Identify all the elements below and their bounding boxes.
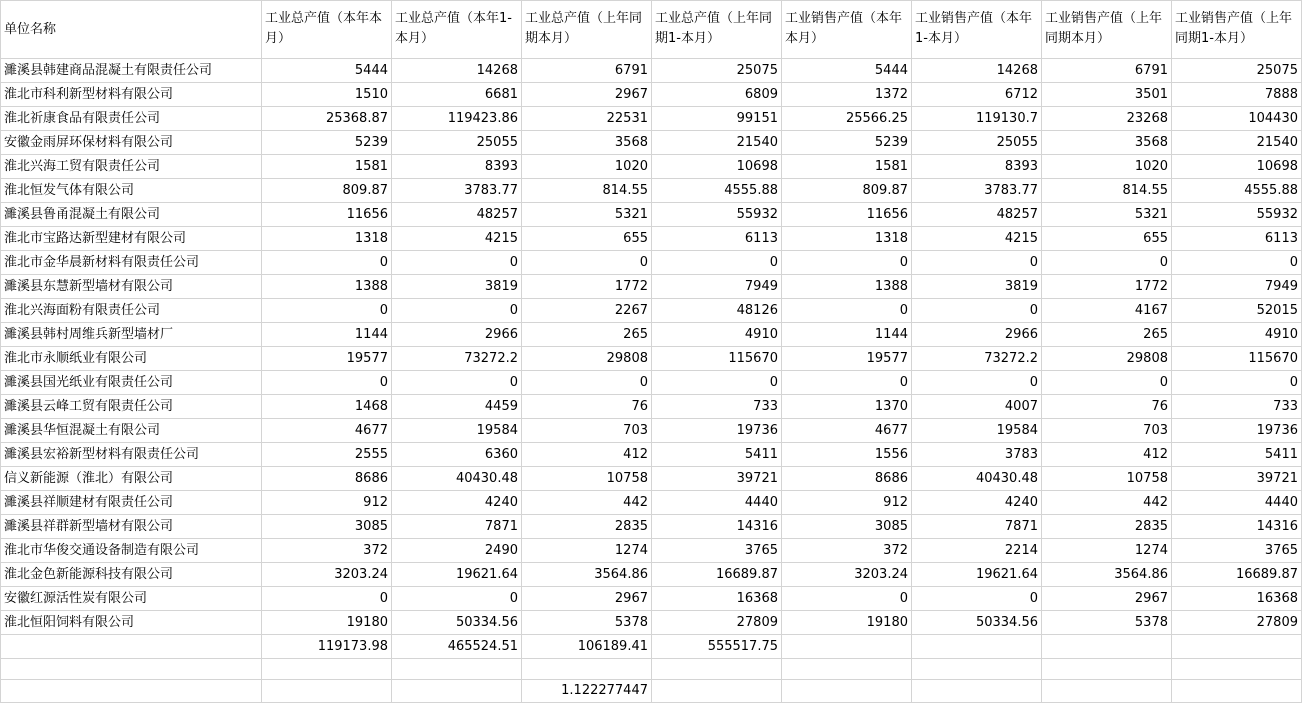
header-cell[interactable]: 单位名称 bbox=[1, 1, 262, 59]
value-cell[interactable]: 5444 bbox=[782, 59, 912, 83]
value-cell[interactable]: 2267 bbox=[522, 299, 652, 323]
table-row bbox=[1, 227, 1302, 251]
value-cell[interactable]: 809.87 bbox=[782, 179, 912, 203]
company-name-cell[interactable]: 淮北恒阳饲料有限公司 bbox=[1, 611, 262, 635]
table-row bbox=[1, 203, 1302, 227]
value-cell[interactable]: 19584 bbox=[392, 419, 522, 443]
header-cell[interactable]: 工业总产值（本年本月） bbox=[262, 1, 392, 59]
value-cell[interactable]: 4910 bbox=[652, 323, 782, 347]
value-cell[interactable]: 3765 bbox=[1172, 539, 1302, 563]
value-cell[interactable]: 5378 bbox=[522, 611, 652, 635]
value-cell[interactable]: 0 bbox=[262, 251, 392, 275]
value-cell[interactable]: 2967 bbox=[522, 587, 652, 611]
value-cell[interactable]: 733 bbox=[652, 395, 782, 419]
value-cell[interactable]: 25075 bbox=[1172, 59, 1302, 83]
value-cell[interactable]: 0 bbox=[1172, 371, 1302, 395]
value-cell[interactable]: 19584 bbox=[912, 419, 1042, 443]
table-row bbox=[1, 419, 1302, 443]
value-cell[interactable] bbox=[1042, 659, 1172, 680]
value-cell[interactable] bbox=[1172, 680, 1302, 703]
value-cell[interactable]: 1020 bbox=[1042, 155, 1172, 179]
value-cell[interactable]: 265 bbox=[522, 323, 652, 347]
value-cell[interactable]: 14268 bbox=[912, 59, 1042, 83]
value-cell[interactable]: 5444 bbox=[262, 59, 392, 83]
value-cell[interactable]: 4555.88 bbox=[1172, 179, 1302, 203]
value-cell[interactable] bbox=[1172, 659, 1302, 680]
value-cell[interactable]: 1468 bbox=[262, 395, 392, 419]
value-cell[interactable]: 19180 bbox=[782, 611, 912, 635]
value-cell[interactable]: 29808 bbox=[522, 347, 652, 371]
value-cell[interactable]: 3819 bbox=[392, 275, 522, 299]
value-cell[interactable]: 3568 bbox=[1042, 131, 1172, 155]
value-cell[interactable] bbox=[392, 659, 522, 680]
value-cell[interactable]: 1.122277447 bbox=[522, 680, 652, 703]
value-cell[interactable] bbox=[1042, 680, 1172, 703]
value-cell[interactable]: 10758 bbox=[522, 467, 652, 491]
value-cell[interactable]: 4240 bbox=[392, 491, 522, 515]
value-cell[interactable] bbox=[782, 659, 912, 680]
value-cell[interactable]: 14268 bbox=[392, 59, 522, 83]
table-row bbox=[1, 491, 1302, 515]
value-cell[interactable]: 7871 bbox=[912, 515, 1042, 539]
value-cell[interactable] bbox=[262, 659, 392, 680]
value-cell[interactable]: 16368 bbox=[652, 587, 782, 611]
value-cell[interactable] bbox=[522, 659, 652, 680]
value-cell[interactable]: 16689.87 bbox=[1172, 563, 1302, 587]
value-cell[interactable]: 5411 bbox=[1172, 443, 1302, 467]
value-cell[interactable]: 3765 bbox=[652, 539, 782, 563]
value-cell[interactable]: 0 bbox=[652, 251, 782, 275]
value-cell[interactable]: 6712 bbox=[912, 83, 1042, 107]
value-cell[interactable]: 2490 bbox=[392, 539, 522, 563]
value-cell[interactable]: 0 bbox=[262, 371, 392, 395]
value-cell[interactable]: 0 bbox=[392, 299, 522, 323]
value-cell[interactable]: 412 bbox=[522, 443, 652, 467]
value-cell[interactable]: 2835 bbox=[1042, 515, 1172, 539]
value-cell[interactable]: 27809 bbox=[652, 611, 782, 635]
value-cell[interactable]: 3085 bbox=[782, 515, 912, 539]
value-cell[interactable]: 7949 bbox=[1172, 275, 1302, 299]
value-cell[interactable]: 1772 bbox=[1042, 275, 1172, 299]
value-cell[interactable] bbox=[912, 635, 1042, 659]
company-name-cell[interactable]: 淮北市宝路达新型建材有限公司 bbox=[1, 227, 262, 251]
company-name-cell[interactable]: 濉溪县宏裕新型材料有限责任公司 bbox=[1, 443, 262, 467]
value-cell[interactable]: 39721 bbox=[652, 467, 782, 491]
company-name-cell[interactable]: 淮北祈康食品有限责任公司 bbox=[1, 107, 262, 131]
company-name-cell[interactable]: 濉溪县祥群新型墙材有限公司 bbox=[1, 515, 262, 539]
table-row bbox=[1, 371, 1302, 395]
value-cell[interactable]: 73272.2 bbox=[392, 347, 522, 371]
table-row bbox=[1, 395, 1302, 419]
value-cell[interactable]: 1370 bbox=[782, 395, 912, 419]
value-cell[interactable]: 2967 bbox=[522, 83, 652, 107]
value-cell[interactable]: 2214 bbox=[912, 539, 1042, 563]
value-cell[interactable]: 7871 bbox=[392, 515, 522, 539]
value-cell[interactable]: 115670 bbox=[652, 347, 782, 371]
company-name-cell[interactable] bbox=[1, 680, 262, 703]
value-cell[interactable]: 40430.48 bbox=[912, 467, 1042, 491]
value-cell[interactable]: 4677 bbox=[262, 419, 392, 443]
value-cell[interactable]: 0 bbox=[912, 587, 1042, 611]
value-cell[interactable]: 19621.64 bbox=[912, 563, 1042, 587]
company-name-cell[interactable]: 濉溪县韩建商品混凝土有限责任公司 bbox=[1, 59, 262, 83]
totals-row bbox=[1, 635, 1302, 659]
value-cell[interactable]: 4215 bbox=[392, 227, 522, 251]
value-cell[interactable]: 555517.75 bbox=[652, 635, 782, 659]
value-cell[interactable]: 1144 bbox=[782, 323, 912, 347]
value-cell[interactable]: 0 bbox=[522, 251, 652, 275]
value-cell[interactable]: 52015 bbox=[1172, 299, 1302, 323]
value-cell[interactable]: 10698 bbox=[652, 155, 782, 179]
header-row bbox=[1, 1, 1302, 59]
company-name-cell[interactable]: 淮北市金华晨新材料有限责任公司 bbox=[1, 251, 262, 275]
value-cell[interactable]: 2967 bbox=[1042, 587, 1172, 611]
ratio-row bbox=[1, 680, 1302, 703]
value-cell[interactable]: 1274 bbox=[522, 539, 652, 563]
value-cell[interactable]: 1388 bbox=[262, 275, 392, 299]
value-cell[interactable]: 5411 bbox=[652, 443, 782, 467]
value-cell[interactable]: 4440 bbox=[652, 491, 782, 515]
company-name-cell[interactable]: 安徽红源活性炭有限公司 bbox=[1, 587, 262, 611]
table-row bbox=[1, 299, 1302, 323]
table-row bbox=[1, 347, 1302, 371]
value-cell[interactable]: 4215 bbox=[912, 227, 1042, 251]
table-row bbox=[1, 563, 1302, 587]
company-name-cell[interactable] bbox=[1, 659, 262, 680]
value-cell[interactable]: 0 bbox=[392, 251, 522, 275]
value-cell[interactable]: 1144 bbox=[262, 323, 392, 347]
value-cell[interactable]: 14316 bbox=[1172, 515, 1302, 539]
value-cell[interactable]: 3819 bbox=[912, 275, 1042, 299]
value-cell[interactable]: 55932 bbox=[1172, 203, 1302, 227]
company-name-cell[interactable]: 濉溪县华恒混凝土有限公司 bbox=[1, 419, 262, 443]
value-cell[interactable]: 3203.24 bbox=[262, 563, 392, 587]
value-cell[interactable]: 8393 bbox=[912, 155, 1042, 179]
value-cell[interactable]: 912 bbox=[782, 491, 912, 515]
value-cell[interactable]: 4240 bbox=[912, 491, 1042, 515]
value-cell[interactable]: 372 bbox=[782, 539, 912, 563]
value-cell[interactable]: 106189.41 bbox=[522, 635, 652, 659]
value-cell[interactable]: 2966 bbox=[912, 323, 1042, 347]
company-name-cell[interactable]: 濉溪县国光纸业有限责任公司 bbox=[1, 371, 262, 395]
company-name-cell[interactable] bbox=[1, 635, 262, 659]
value-cell[interactable]: 11656 bbox=[262, 203, 392, 227]
table-row bbox=[1, 467, 1302, 491]
value-cell[interactable]: 6113 bbox=[652, 227, 782, 251]
value-cell[interactable]: 119173.98 bbox=[262, 635, 392, 659]
value-cell[interactable]: 21540 bbox=[652, 131, 782, 155]
value-cell[interactable]: 3783.77 bbox=[912, 179, 1042, 203]
value-cell[interactable]: 40430.48 bbox=[392, 467, 522, 491]
company-name-cell[interactable]: 濉溪县韩村周维兵新型墙材厂 bbox=[1, 323, 262, 347]
value-cell[interactable]: 5321 bbox=[522, 203, 652, 227]
value-cell[interactable]: 0 bbox=[912, 251, 1042, 275]
value-cell[interactable]: 50334.56 bbox=[912, 611, 1042, 635]
value-cell[interactable]: 3085 bbox=[262, 515, 392, 539]
value-cell[interactable]: 4167 bbox=[1042, 299, 1172, 323]
company-name-cell[interactable]: 安徽金雨屏环保材料有限公司 bbox=[1, 131, 262, 155]
value-cell[interactable]: 5378 bbox=[1042, 611, 1172, 635]
value-cell[interactable]: 4555.88 bbox=[652, 179, 782, 203]
header-cell[interactable]: 工业总产值（本年1-本月） bbox=[392, 1, 522, 59]
value-cell[interactable]: 1556 bbox=[782, 443, 912, 467]
table-row bbox=[1, 155, 1302, 179]
value-cell[interactable]: 99151 bbox=[652, 107, 782, 131]
value-cell[interactable]: 814.55 bbox=[522, 179, 652, 203]
value-cell[interactable]: 1372 bbox=[782, 83, 912, 107]
value-cell[interactable]: 1581 bbox=[262, 155, 392, 179]
empty-row bbox=[1, 659, 1302, 680]
value-cell[interactable] bbox=[1042, 635, 1172, 659]
company-name-cell[interactable]: 濉溪县云峰工贸有限责任公司 bbox=[1, 395, 262, 419]
header-cell[interactable]: 工业总产值（上年同期1-本月） bbox=[652, 1, 782, 59]
value-cell[interactable]: 703 bbox=[1042, 419, 1172, 443]
value-cell[interactable]: 29808 bbox=[1042, 347, 1172, 371]
value-cell[interactable]: 7949 bbox=[652, 275, 782, 299]
table-row bbox=[1, 539, 1302, 563]
value-cell[interactable]: 2555 bbox=[262, 443, 392, 467]
value-cell[interactable]: 16689.87 bbox=[652, 563, 782, 587]
value-cell[interactable] bbox=[912, 659, 1042, 680]
value-cell[interactable]: 4910 bbox=[1172, 323, 1302, 347]
value-cell[interactable]: 7888 bbox=[1172, 83, 1302, 107]
table-row bbox=[1, 515, 1302, 539]
value-cell[interactable]: 19180 bbox=[262, 611, 392, 635]
value-cell[interactable]: 16368 bbox=[1172, 587, 1302, 611]
value-cell[interactable]: 3564.86 bbox=[1042, 563, 1172, 587]
value-cell[interactable]: 48257 bbox=[392, 203, 522, 227]
value-cell[interactable]: 0 bbox=[1172, 251, 1302, 275]
value-cell[interactable]: 119130.7 bbox=[912, 107, 1042, 131]
value-cell[interactable]: 0 bbox=[782, 371, 912, 395]
value-cell[interactable] bbox=[652, 659, 782, 680]
value-cell[interactable]: 115670 bbox=[1172, 347, 1302, 371]
value-cell[interactable]: 6113 bbox=[1172, 227, 1302, 251]
table-row bbox=[1, 107, 1302, 131]
header-cell[interactable]: 工业销售产值（本年1-本月） bbox=[912, 1, 1042, 59]
value-cell[interactable]: 655 bbox=[522, 227, 652, 251]
company-name-cell[interactable]: 淮北市永顺纸业有限公司 bbox=[1, 347, 262, 371]
value-cell[interactable]: 814.55 bbox=[1042, 179, 1172, 203]
value-cell[interactable]: 8686 bbox=[782, 467, 912, 491]
table-row bbox=[1, 59, 1302, 83]
value-cell[interactable] bbox=[262, 680, 392, 703]
table-row bbox=[1, 611, 1302, 635]
value-cell[interactable]: 0 bbox=[262, 587, 392, 611]
value-cell[interactable]: 22531 bbox=[522, 107, 652, 131]
value-cell[interactable]: 372 bbox=[262, 539, 392, 563]
value-cell[interactable]: 1388 bbox=[782, 275, 912, 299]
table-row bbox=[1, 443, 1302, 467]
value-cell[interactable]: 442 bbox=[522, 491, 652, 515]
value-cell[interactable]: 6681 bbox=[392, 83, 522, 107]
value-cell[interactable]: 412 bbox=[1042, 443, 1172, 467]
value-cell[interactable]: 912 bbox=[262, 491, 392, 515]
value-cell[interactable]: 4677 bbox=[782, 419, 912, 443]
table-row bbox=[1, 179, 1302, 203]
value-cell[interactable]: 4459 bbox=[392, 395, 522, 419]
value-cell[interactable]: 19577 bbox=[782, 347, 912, 371]
value-cell[interactable] bbox=[912, 680, 1042, 703]
value-cell[interactable] bbox=[392, 680, 522, 703]
value-cell[interactable]: 0 bbox=[782, 299, 912, 323]
value-cell[interactable]: 119423.86 bbox=[392, 107, 522, 131]
value-cell[interactable]: 6360 bbox=[392, 443, 522, 467]
value-cell[interactable]: 3783.77 bbox=[392, 179, 522, 203]
value-cell[interactable]: 0 bbox=[912, 371, 1042, 395]
company-name-cell[interactable]: 淮北市科利新型材料有限公司 bbox=[1, 83, 262, 107]
company-name-cell[interactable]: 淮北金色新能源科技有限公司 bbox=[1, 563, 262, 587]
value-cell[interactable]: 48126 bbox=[652, 299, 782, 323]
value-cell[interactable]: 465524.51 bbox=[392, 635, 522, 659]
value-cell[interactable]: 1772 bbox=[522, 275, 652, 299]
value-cell[interactable]: 5239 bbox=[262, 131, 392, 155]
value-cell[interactable]: 3501 bbox=[1042, 83, 1172, 107]
value-cell[interactable]: 10698 bbox=[1172, 155, 1302, 179]
value-cell[interactable]: 0 bbox=[392, 371, 522, 395]
header-cell[interactable]: 工业销售产值（上年同期1-本月） bbox=[1172, 1, 1302, 59]
value-cell[interactable]: 39721 bbox=[1172, 467, 1302, 491]
value-cell[interactable]: 3203.24 bbox=[782, 563, 912, 587]
value-cell[interactable]: 73272.2 bbox=[912, 347, 1042, 371]
value-cell[interactable] bbox=[782, 635, 912, 659]
header-cell[interactable]: 工业销售产值（本年本月） bbox=[782, 1, 912, 59]
value-cell[interactable]: 0 bbox=[522, 371, 652, 395]
header-cell[interactable]: 工业销售产值（上年同期本月） bbox=[1042, 1, 1172, 59]
value-cell[interactable]: 2835 bbox=[522, 515, 652, 539]
value-cell[interactable]: 733 bbox=[1172, 395, 1302, 419]
value-cell[interactable]: 3783 bbox=[912, 443, 1042, 467]
value-cell[interactable]: 6809 bbox=[652, 83, 782, 107]
value-cell[interactable]: 265 bbox=[1042, 323, 1172, 347]
value-cell[interactable]: 442 bbox=[1042, 491, 1172, 515]
value-cell[interactable]: 25075 bbox=[652, 59, 782, 83]
value-cell[interactable]: 21540 bbox=[1172, 131, 1302, 155]
value-cell[interactable]: 1318 bbox=[262, 227, 392, 251]
value-cell[interactable]: 0 bbox=[782, 251, 912, 275]
value-cell[interactable]: 76 bbox=[522, 395, 652, 419]
company-name-cell[interactable]: 濉溪县祥顺建材有限责任公司 bbox=[1, 491, 262, 515]
value-cell[interactable]: 23268 bbox=[1042, 107, 1172, 131]
value-cell[interactable]: 8686 bbox=[262, 467, 392, 491]
value-cell[interactable]: 5239 bbox=[782, 131, 912, 155]
value-cell[interactable]: 10758 bbox=[1042, 467, 1172, 491]
value-cell[interactable]: 25368.87 bbox=[262, 107, 392, 131]
value-cell[interactable]: 48257 bbox=[912, 203, 1042, 227]
table-row bbox=[1, 83, 1302, 107]
value-cell[interactable]: 11656 bbox=[782, 203, 912, 227]
value-cell[interactable]: 4440 bbox=[1172, 491, 1302, 515]
company-name-cell[interactable]: 信义新能源（淮北）有限公司 bbox=[1, 467, 262, 491]
value-cell[interactable]: 0 bbox=[912, 299, 1042, 323]
value-cell[interactable] bbox=[782, 680, 912, 703]
value-cell[interactable]: 809.87 bbox=[262, 179, 392, 203]
value-cell[interactable]: 655 bbox=[1042, 227, 1172, 251]
table-row bbox=[1, 587, 1302, 611]
value-cell[interactable]: 19577 bbox=[262, 347, 392, 371]
value-cell[interactable]: 1581 bbox=[782, 155, 912, 179]
header-cell[interactable]: 工业总产值（上年同期本月） bbox=[522, 1, 652, 59]
value-cell[interactable]: 104430 bbox=[1172, 107, 1302, 131]
value-cell[interactable]: 0 bbox=[1042, 251, 1172, 275]
value-cell[interactable]: 4007 bbox=[912, 395, 1042, 419]
table-row bbox=[1, 323, 1302, 347]
value-cell[interactable]: 1318 bbox=[782, 227, 912, 251]
value-cell[interactable]: 3564.86 bbox=[522, 563, 652, 587]
value-cell[interactable]: 19736 bbox=[1172, 419, 1302, 443]
value-cell[interactable]: 1510 bbox=[262, 83, 392, 107]
value-cell[interactable]: 19736 bbox=[652, 419, 782, 443]
value-cell[interactable]: 703 bbox=[522, 419, 652, 443]
table-row bbox=[1, 131, 1302, 155]
value-cell[interactable]: 3568 bbox=[522, 131, 652, 155]
value-cell[interactable]: 0 bbox=[652, 371, 782, 395]
value-cell[interactable]: 50334.56 bbox=[392, 611, 522, 635]
value-cell[interactable]: 0 bbox=[262, 299, 392, 323]
value-cell[interactable]: 14316 bbox=[652, 515, 782, 539]
table-row bbox=[1, 275, 1302, 299]
company-name-cell[interactable]: 淮北兴海面粉有限责任公司 bbox=[1, 299, 262, 323]
table-row bbox=[1, 251, 1302, 275]
value-cell[interactable]: 1020 bbox=[522, 155, 652, 179]
value-cell[interactable]: 8393 bbox=[392, 155, 522, 179]
value-cell[interactable]: 76 bbox=[1042, 395, 1172, 419]
value-cell[interactable]: 19621.64 bbox=[392, 563, 522, 587]
value-cell[interactable]: 0 bbox=[782, 587, 912, 611]
value-cell[interactable]: 25055 bbox=[912, 131, 1042, 155]
value-cell[interactable]: 2966 bbox=[392, 323, 522, 347]
value-cell[interactable] bbox=[1172, 635, 1302, 659]
value-cell[interactable]: 6791 bbox=[522, 59, 652, 83]
value-cell[interactable] bbox=[652, 680, 782, 703]
value-cell[interactable]: 0 bbox=[392, 587, 522, 611]
company-name-cell[interactable]: 濉溪县东慧新型墙材有限公司 bbox=[1, 275, 262, 299]
value-cell[interactable]: 1274 bbox=[1042, 539, 1172, 563]
value-cell[interactable]: 25055 bbox=[392, 131, 522, 155]
value-cell[interactable]: 6791 bbox=[1042, 59, 1172, 83]
company-name-cell[interactable]: 淮北恒发气体有限公司 bbox=[1, 179, 262, 203]
value-cell[interactable]: 25566.25 bbox=[782, 107, 912, 131]
company-name-cell[interactable]: 淮北兴海工贸有限责任公司 bbox=[1, 155, 262, 179]
value-cell[interactable]: 55932 bbox=[652, 203, 782, 227]
company-name-cell[interactable]: 淮北市华俊交通设备制造有限公司 bbox=[1, 539, 262, 563]
company-name-cell[interactable]: 濉溪县鲁甬混凝土有限公司 bbox=[1, 203, 262, 227]
value-cell[interactable]: 5321 bbox=[1042, 203, 1172, 227]
value-cell[interactable]: 0 bbox=[1042, 371, 1172, 395]
value-cell[interactable]: 27809 bbox=[1172, 611, 1302, 635]
